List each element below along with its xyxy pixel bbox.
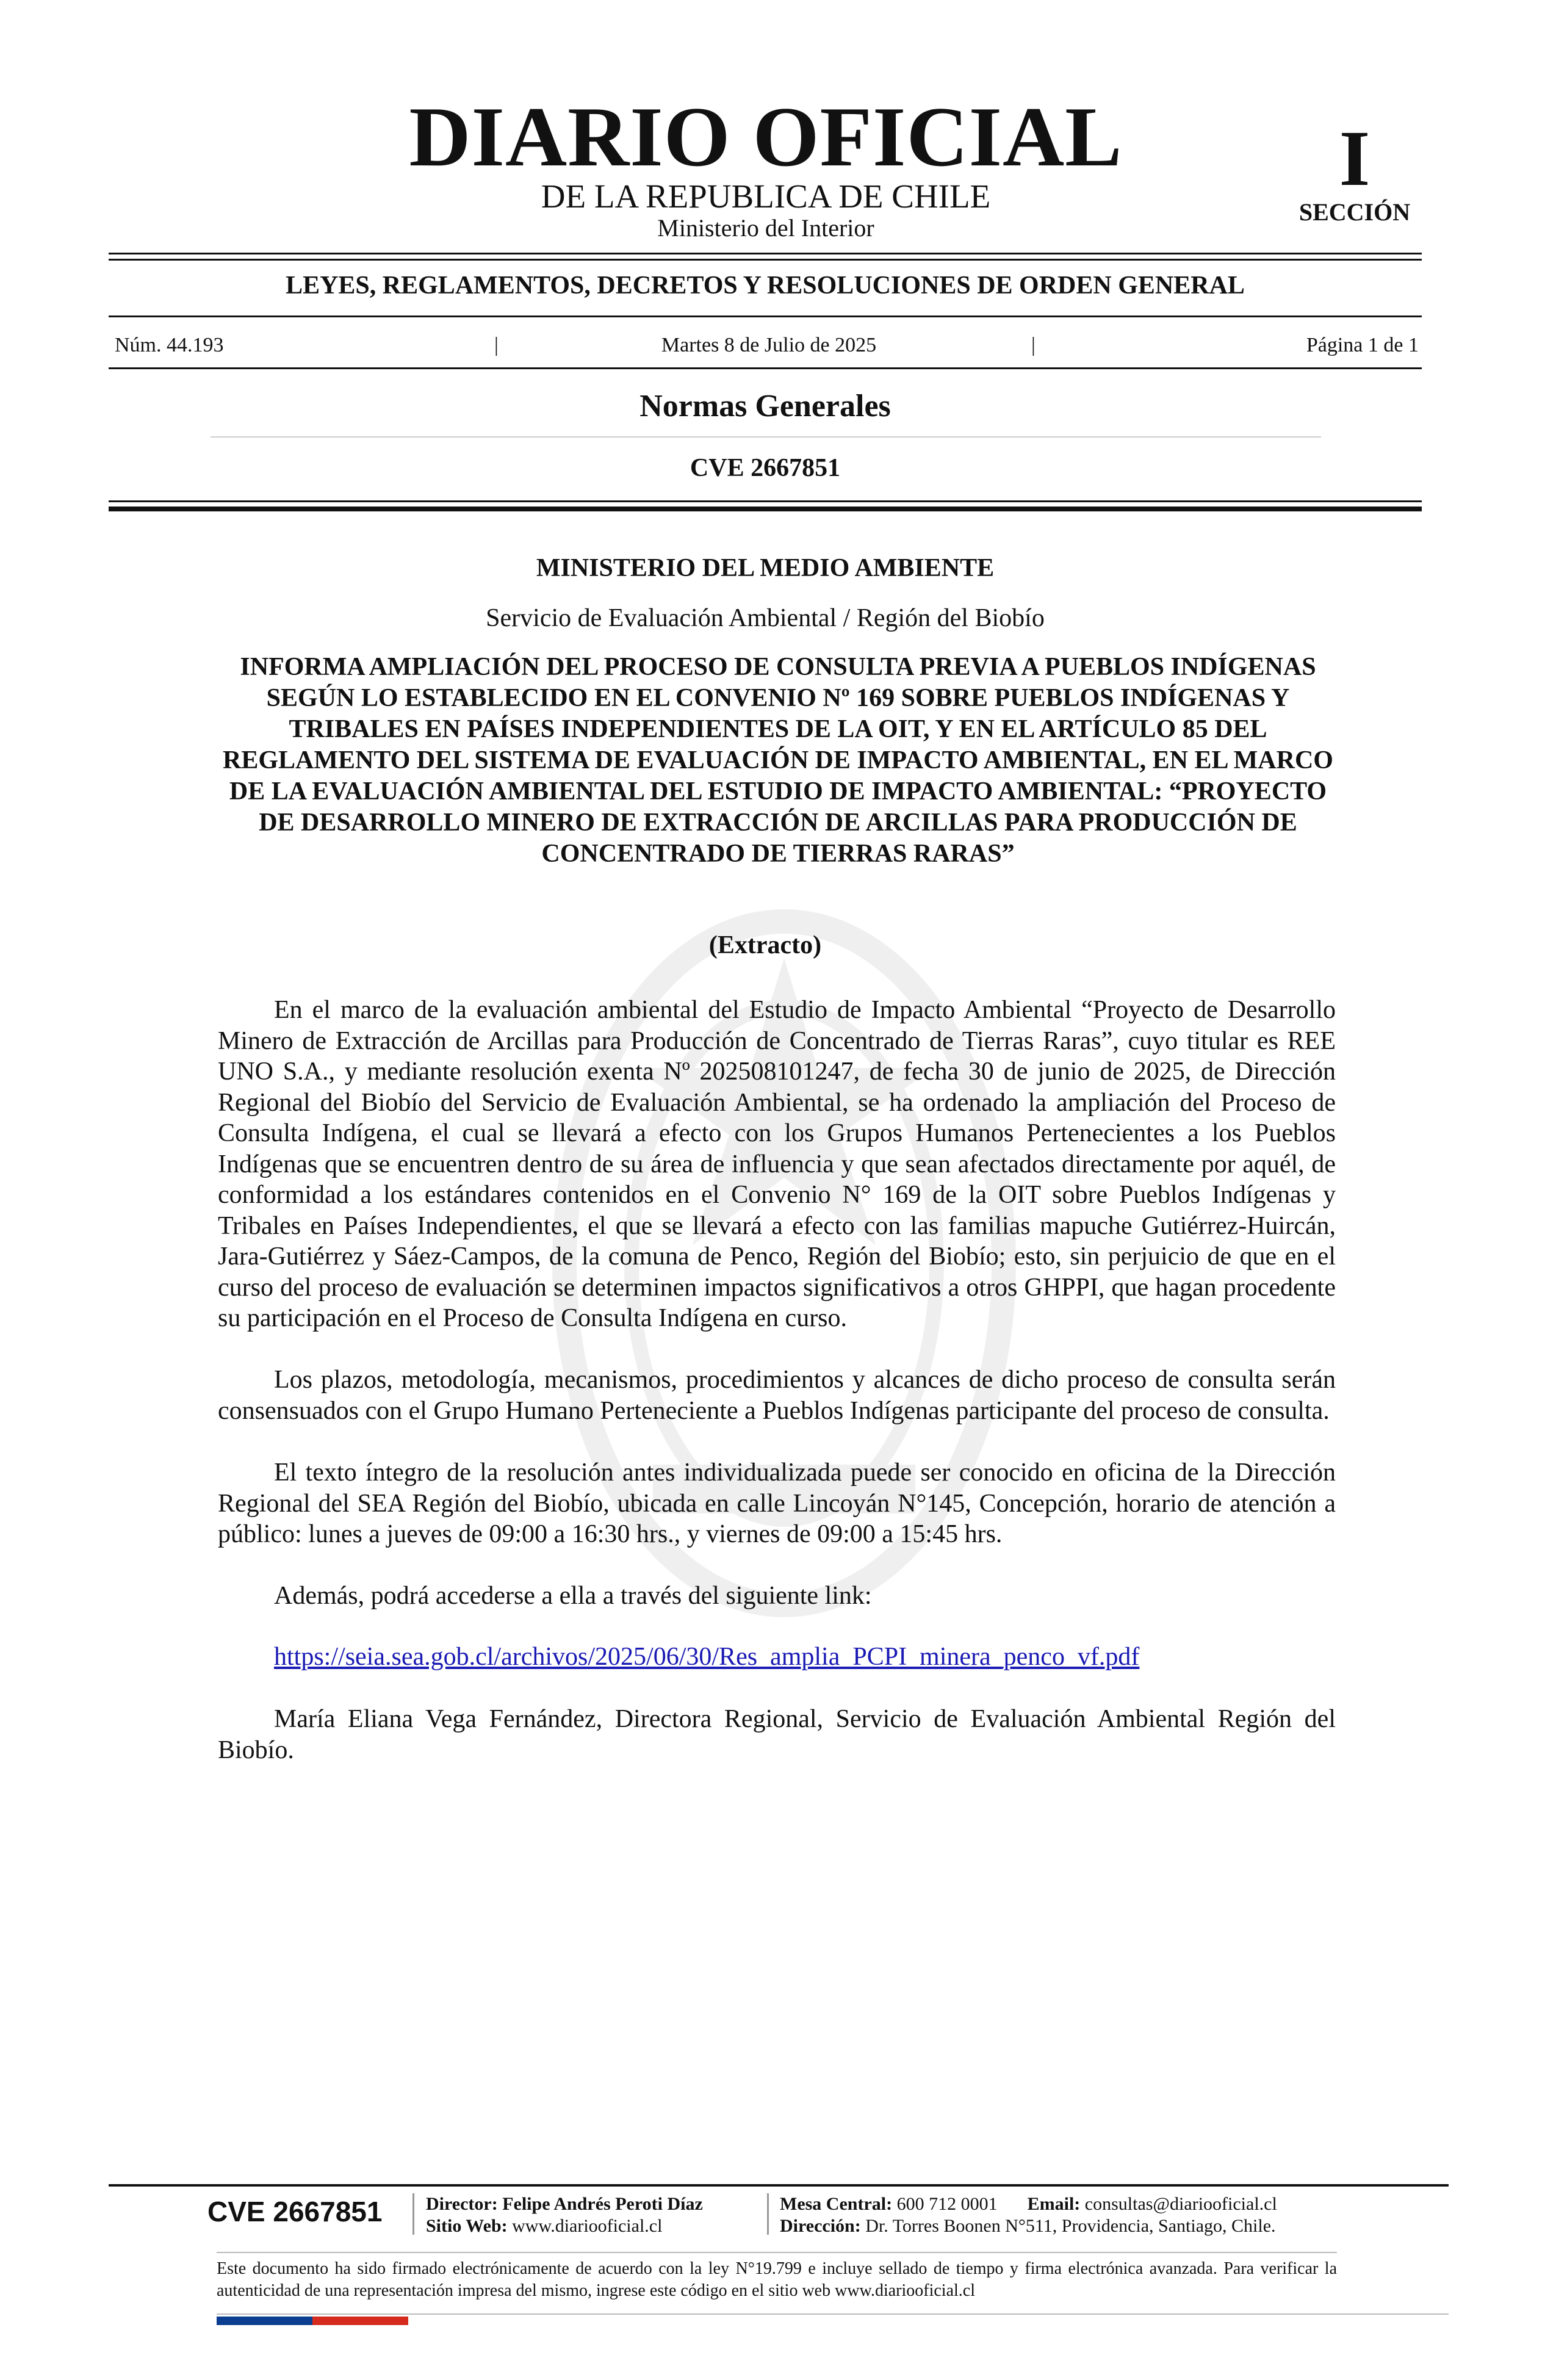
meta-separator: |	[494, 334, 499, 356]
footer-note-divider	[217, 2252, 1337, 2253]
address-label: Dirección:	[780, 2216, 861, 2236]
page-indicator: Página 1 de 1	[1306, 334, 1419, 356]
body-paragraph: Además, podrá accederse a ella a través del siguiente link:	[274, 1582, 872, 1610]
footer-legal-note: Este documento ha sido firmado electrónicamente de acuerdo con la ley N°19.799 e incluye sellado de tiempo y firma electrónica avanzada. Para verificar la autenticidad de una representación impresa del mismo, ingrese este código en el sitio web www.diariooficial.cl	[217, 2259, 1337, 2300]
signature: María Eliana Vega Fernández, Directora Regional, Servicio de Evaluación Ambiental Región del Biobío.	[218, 1705, 1336, 1764]
footer-contact	[780, 2193, 1277, 2215]
footer-separator	[412, 2193, 414, 2235]
body-paragraph: En el marco de la evaluación ambiental del Estudio de Impacto Ambiental “Proyecto de Desarrollo Minero de Extracción de Arcillas para Producción de Concentrado de Tierras Raras”, cuyo titular es REE UNO S.A., y mediante resolución exenta Nº 202508101247, de fecha 30 de junio de 2025, de Dirección Regional del Biobío del Servicio de Evaluación Ambiental, se ha ordenado la ampliación del Proceso de Consulta Indígena, el cual se llevará a efecto con los Grupos Humanos Pertenecientes a los Pueblos Indígenas que se encuentren dentro de su área de influencia y que sean afectados directamente por aquél, de conformidad a los estándares contenidos en el Convenio N° 169 de la OIT sobre Pueblos Indígenas y Tribales en Países Independientes, el que se llevará a efecto con las familias mapuche Gutiérrez-Huircán, Jara-Gutiérrez y Sáez-Campos, de la comuna de Penco, Región del Biobío; esto, sin perjuicio de que en el curso del proceso de evaluación se determinen impactos significativos a otros GHPPI, que hagan procedente su participación en el Proceso de Consulta Indígena en curso.	[218, 996, 1336, 1332]
site-label: Sitio Web:	[426, 2216, 508, 2236]
director-name: Felipe Andrés Peroti Díaz	[502, 2194, 703, 2214]
footer-separator	[767, 2193, 769, 2235]
body-paragraph: El texto íntegro de la resolución antes individualizada puede ser conocido en oficina de la Dirección Regional del SEA Región del Biobío, ubicada en calle Lincoyán N°145, Concepción, horario de atención a público: lunes a jueves de 09:00 a 16:30 hrs., y viernes de 09:00 a 15:45 hrs.	[218, 1459, 1336, 1548]
site-url[interactable]: www.diariooficial.cl	[512, 2216, 663, 2236]
section-heading: Normas Generales	[639, 389, 891, 424]
email-address[interactable]: consultas@diariooficial.cl	[1084, 2194, 1277, 2214]
cve-code: CVE 2667851	[690, 454, 841, 482]
masthead-divider-bottom	[109, 259, 1422, 261]
meta-separator: |	[1031, 334, 1036, 356]
email-label: Email:	[1027, 2194, 1081, 2214]
issuing-service: Servicio de Evaluación Ambiental / Región del Biobío	[486, 604, 1045, 632]
footer-bottom-divider	[217, 2313, 1449, 2315]
masthead-ministry: Ministerio del Interior	[657, 214, 874, 242]
meta-divider-top	[109, 316, 1422, 317]
director-label: Director:	[426, 2194, 498, 2214]
masthead-divider-top	[109, 253, 1422, 254]
footer-website	[426, 2215, 662, 2237]
content-divider-top	[109, 500, 1422, 502]
flag-stripe-red	[312, 2317, 408, 2325]
content-divider-thick	[109, 507, 1422, 511]
address-value: Dr. Torres Boonen N°511, Providencia, Santiago, Chile.	[865, 2216, 1276, 2236]
meta-divider-bottom	[109, 367, 1422, 369]
footer-cve-code: CVE 2667851	[207, 2196, 383, 2227]
footer-address	[780, 2215, 1276, 2237]
footer-divider	[109, 2184, 1449, 2187]
masthead-subtitle: DE LA REPUBLICA DE CHILE	[541, 178, 991, 215]
issue-date: Martes 8 de Julio de 2025	[661, 334, 877, 356]
body-paragraph: Los plazos, metodología, mecanismos, procedimientos y alcances de dicho proceso de consulta serán consensuados con el Grupo Humano Perteneciente a Pueblos Indígenas participante del proceso de consulta.	[218, 1366, 1336, 1425]
masthead-title: DIARIO OFICIAL	[409, 90, 1123, 184]
footer-director	[426, 2193, 703, 2215]
resolution-link[interactable]: https://seia.sea.gob.cl/archivos/2025/06/30/Res_amplia_PCPI_minera_penco_vf.pdf	[274, 1643, 1140, 1671]
section-label: SECCIÓN	[1298, 198, 1411, 226]
issuing-ministry: MINISTERIO DEL MEDIO AMBIENTE	[536, 554, 995, 582]
flag-stripe-blue	[217, 2317, 312, 2325]
section-heading-underline	[211, 436, 1321, 438]
mesa-phone: 600 712 0001	[896, 2194, 998, 2214]
issue-number: Núm. 44.193	[115, 334, 224, 356]
section-number: I	[1339, 115, 1371, 203]
mesa-label: Mesa Central:	[780, 2194, 893, 2214]
category-heading: LEYES, REGLAMENTOS, DECRETOS Y RESOLUCIONES DE ORDEN GENERAL	[286, 272, 1245, 300]
extract-label: (Extracto)	[708, 931, 822, 959]
document-title: INFORMA AMPLIACIÓN DEL PROCESO DE CONSULTA PREVIA A PUEBLOS INDÍGENAS SEGÚN LO ESTABLECIDO EN EL CONVENIO Nº 169 SOBRE PUEBLOS INDÍGENAS Y TRIBALES EN PAÍSES INDEPENDIENTES DE LA OIT, Y EN EL ARTÍCULO 85 DEL REGLAMENTO DEL SISTEMA DE EVALUACIÓN DE IMPACTO AMBIENTAL, EN EL MARCO DE LA EVALUACIÓN AMBIENTAL DEL ESTUDIO DE IMPACTO AMBIENTAL: “PROYECTO DE DESARROLLO MINERO DE EXTRACCIÓN DE ARCILLAS PARA PRODUCCIÓN DE CONCENTRADO DE TIERRAS RARAS”	[223, 653, 1333, 868]
